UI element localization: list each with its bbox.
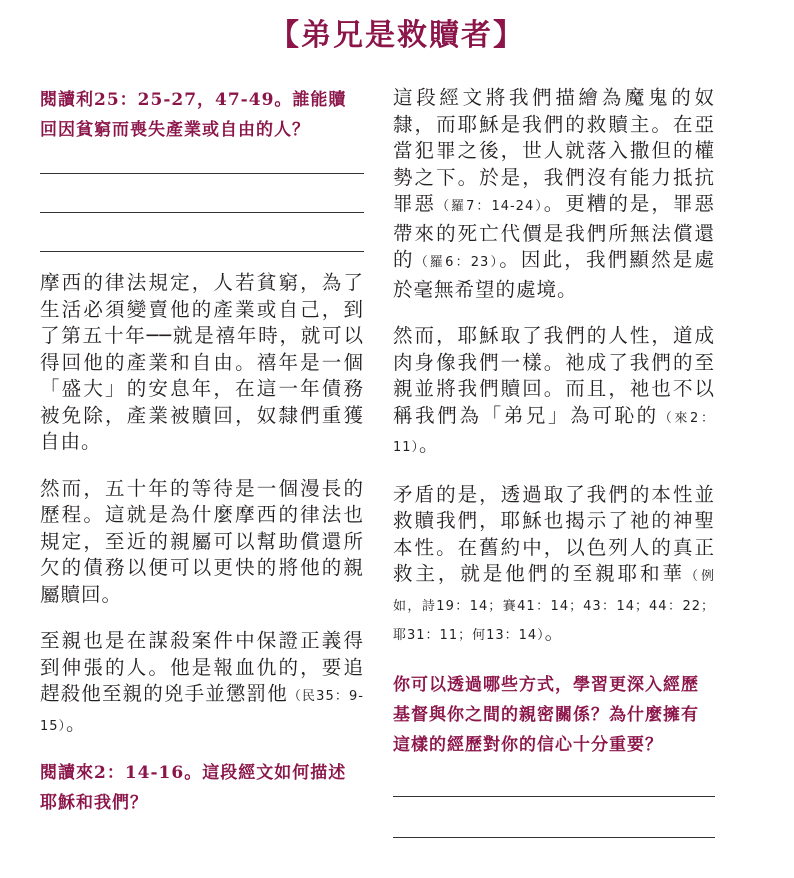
paragraph-divine-nature <box>393 482 715 650</box>
paragraph-end: 。 <box>544 621 566 644</box>
citation: （羅7：14-24） <box>436 199 544 214</box>
question-2-text: 這段經文如何描述耶穌和我們？ <box>40 763 347 813</box>
citation: （例如，詩19：14；賽41：14；43：14；44：22；耶31：11；何13：14） <box>393 569 715 643</box>
paragraph-text: 。因此，我們顯然是處於毫無希望的處境。 <box>393 248 715 301</box>
paragraph-text: 。更糟的是，罪惡帶來的死亡代價是我們所無法償還的 <box>393 192 715 271</box>
paragraph-text: 矛盾的是，透過取了我們的本性並救贖我們，耶穌也揭示了祂的神聖本性。在舊約中，以色列人的真正救主，就是他們的至親耶和華 <box>393 482 715 585</box>
answer-line[interactable] <box>393 796 715 797</box>
question-3: 你可以透過哪些方式，學習更深入經歷基督與你之間的親密關係？為什麼擁有這樣的經歷對你的信心十分重要？ <box>393 674 699 755</box>
paragraph-end: 。 <box>419 433 440 456</box>
question-2 <box>40 758 364 818</box>
left-column <box>40 85 364 818</box>
paragraph-end: 。 <box>66 711 87 735</box>
answer-line[interactable] <box>40 251 364 252</box>
paragraph-jubilee: 摩西的律法規定，人若貧窮，為了生活必須變賣他的產業或自己，到了第五十年──就是禧年時，就可以得回他的產業和自由。禧年是一個「盛大」的安息年，在這一年債務被免除，產業被贖回，奴隸們重獲自由。 <box>40 271 364 453</box>
paragraph-slaves <box>393 85 715 303</box>
question-1 <box>40 85 364 145</box>
paragraph-incarnation <box>393 323 715 462</box>
paragraph-text: 然而，耶穌取了我們的人性，道成肉身像我們一樣。祂成了我們的至親並將我們贖回。而且，祂也不以稱我們為「弟兄」為可恥的 <box>393 324 715 427</box>
paragraph-avenger <box>40 628 364 740</box>
paragraph-avenger-text: 至親也是在謀殺案件中保證正義得到伸張的人。他是報血仇的，要追趕殺他至親的兇手並懲罰他 <box>40 629 364 705</box>
answer-line[interactable] <box>40 173 364 174</box>
right-column <box>393 85 715 878</box>
answer-line[interactable] <box>40 212 364 213</box>
question-2-reference: 閱讀來2：14-16。 <box>40 763 203 783</box>
paragraph-text: 這段經文將我們描繪為魔鬼的奴隸，而耶穌是我們的救贖主。在亞當犯罪之後，世人就落入撒但的權勢之下。於是，我們沒有能力抵抗罪惡 <box>393 86 715 215</box>
question-1-reference: 閱讀利25：25-27，47-49。 <box>40 90 293 110</box>
page-title: 【弟兄是救贖者】 <box>269 18 525 53</box>
paragraph-kinsman: 然而，五十年的等待是一個漫長的歷程。這就是為什麼摩西的律法也規定，至近的親屬可以幫助償還所欠的債務以便可以更快的將他的親屬贖回。 <box>40 476 364 606</box>
question-1-text: 誰能贖回因貧窮而喪失產業或自由的人？ <box>40 90 347 140</box>
answer-line[interactable] <box>393 837 715 838</box>
citation: （民35：9-15） <box>40 689 364 734</box>
citation: （來2：11） <box>393 410 715 455</box>
citation: （羅6：23） <box>414 255 500 270</box>
answer-lines-3[interactable] <box>393 796 715 838</box>
answer-lines-1[interactable] <box>40 173 364 252</box>
